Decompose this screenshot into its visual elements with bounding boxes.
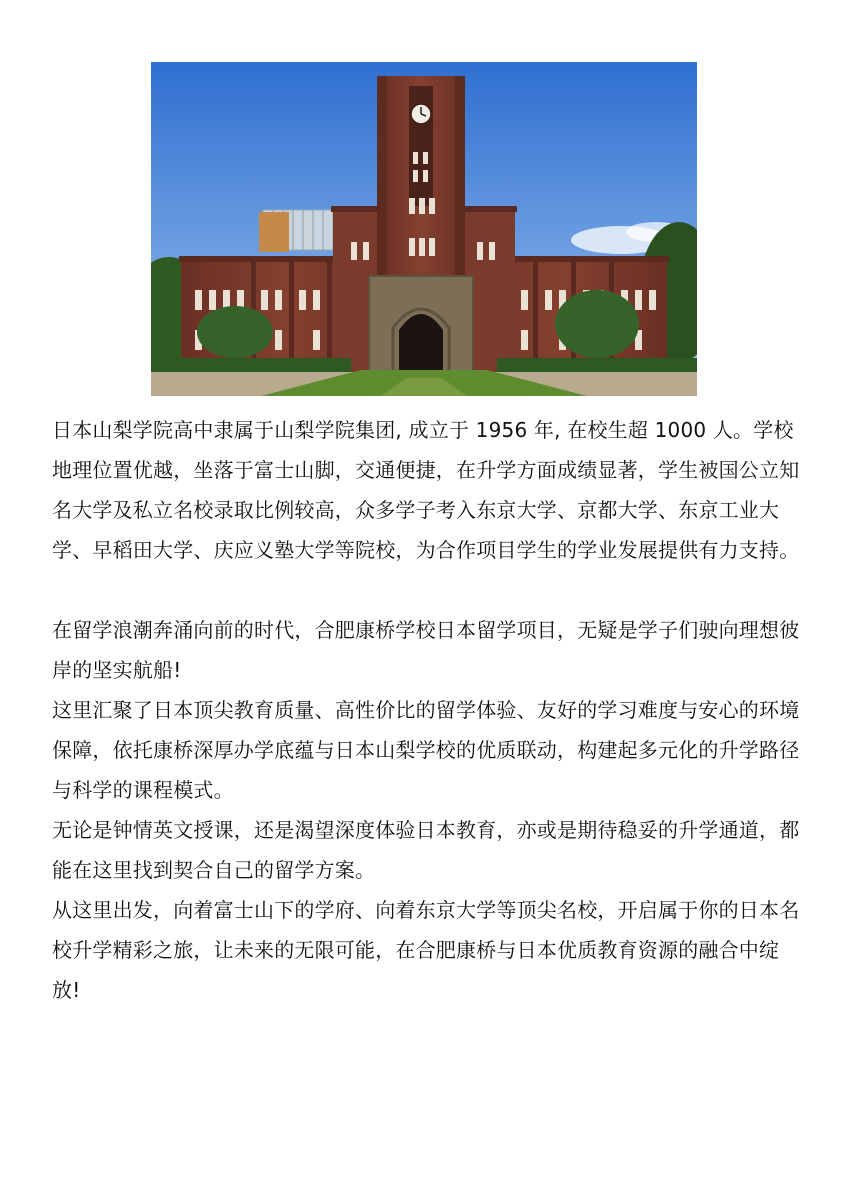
paragraph-program-intro: 在留学浪潮奔涌向前的时代，合肥康桥学校日本留学项目，无疑是学子们驶向理想彼岸的坚实航船! <box>52 618 800 682</box>
paragraph-school-intro: 日本山梨学院高中隶属于山梨学院集团, 成立于 1956 年, 在校生超 1000 人。学校地理位置优越，坐落于富士山脚，交通便捷，在升学方面成绩显著，学生被国公立知名大学及私立名校录取比例较高，众多学子考入东京大学、京都大学、东京工业大学、早稻田大学、庆应义塾大学等院校，为合作项目学生的学业发展提供有力支持。 <box>52 418 800 562</box>
paragraph-closing: 从这里出发，向着富士山下的学府、向着东京大学等顶尖名校，开启属于你的日本名校升学精彩之旅，让未来的无限可能，在合肥康桥与日本优质教育资源的融合中绽放! <box>52 898 800 1002</box>
paragraph-study-options: 无论是钟情英文授课，还是渴望深度体验日本教育，亦或是期待稳妥的升学通道，都能在这里找到契合自己的留学方案。 <box>52 818 800 882</box>
clock-tower-illustration <box>151 62 697 396</box>
article-body <box>52 410 804 1010</box>
arched-doorway <box>399 314 443 372</box>
paragraph-gap <box>52 570 804 610</box>
campus-building-photo <box>151 62 697 396</box>
tree <box>555 290 639 358</box>
background-building <box>259 212 289 252</box>
tree <box>197 306 273 358</box>
paragraph-program-features: 这里汇聚了日本顶尖教育质量、高性价比的留学体验、友好的学习难度与安心的环境保障，依托康桥深厚办学底蕴与日本山梨学校的优质联动，构建起多元化的升学路径与科学的课程模式。 <box>52 698 800 802</box>
